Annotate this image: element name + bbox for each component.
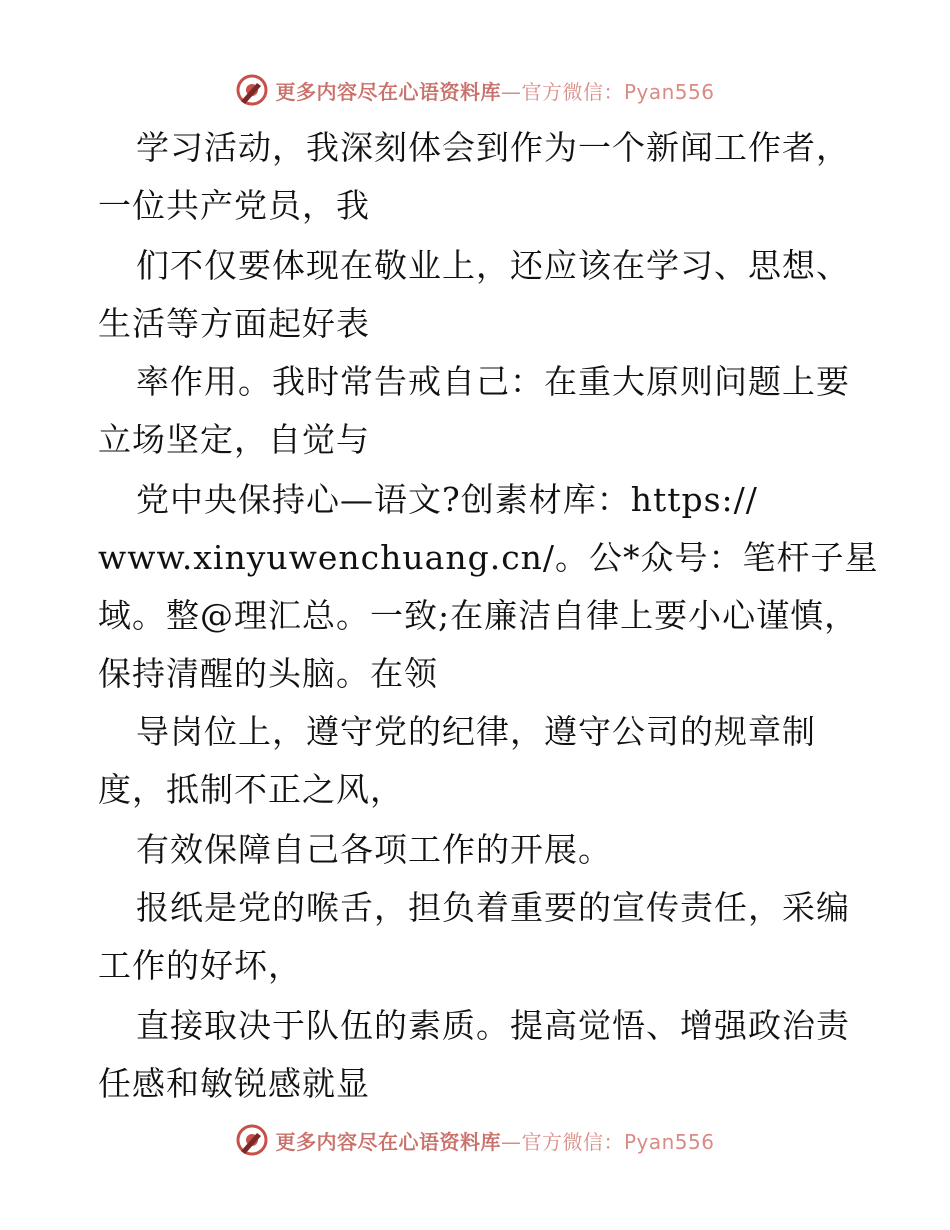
- footer-banner: [0, 1122, 950, 1158]
- footer-banner-tail: 官方微信：Pyan556: [521, 1129, 715, 1154]
- text-line: 们不仅要体现在敬业上，还应该在学习、思想、: [136, 246, 850, 285]
- header-banner-tail: 官方微信：Pyan556: [521, 79, 715, 104]
- text-line: www.xinyuwenchuang.cn/。公*众号：笔杆子星: [98, 538, 879, 577]
- footer-banner-sep: —: [500, 1129, 522, 1154]
- text-line: 率作用。我时常告戒自己：在重大原则问题上要: [136, 362, 850, 401]
- header-banner-main: 更多内容尽在心语资料库: [275, 79, 501, 104]
- text-line: 保持清醒的头脑。在领: [98, 654, 438, 693]
- text-line: 任感和敏锐感就显: [98, 1064, 370, 1103]
- text-line: 立场坚定，自觉与: [98, 420, 370, 459]
- header-banner-text: [275, 76, 714, 105]
- text-line: 生活等方面起好表: [98, 304, 370, 343]
- text-line: 党中央保持心—语文?创素材库：https://: [136, 480, 758, 519]
- footer-banner-text: [275, 1126, 714, 1155]
- text-line: 一位共产党员，我: [98, 186, 370, 225]
- text-line: 有效保障自己各项工作的开展。: [136, 830, 612, 869]
- text-line: 域。整@理汇总。一致;在廉洁自律上要小心谨慎，: [98, 596, 859, 635]
- pen-logo-icon: [235, 1123, 269, 1157]
- text-line: 直接取决于队伍的素质。提高觉悟、增强政治责: [136, 1006, 850, 1045]
- text-line: 度，抵制不正之风，: [98, 770, 404, 809]
- text-line: 学习活动，我深刻体会到作为一个新闻工作者，: [136, 128, 850, 167]
- header-banner: [0, 72, 950, 108]
- footer-banner-main: 更多内容尽在心语资料库: [275, 1129, 501, 1154]
- text-line: 导岗位上，遵守党的纪律，遵守公司的规章制: [136, 712, 816, 751]
- text-line: 报纸是党的喉舌，担负着重要的宣传责任，采编: [136, 888, 850, 927]
- text-line: 工作的好坏，: [98, 946, 302, 985]
- pen-logo-icon: [235, 73, 269, 107]
- header-banner-sep: —: [500, 79, 522, 104]
